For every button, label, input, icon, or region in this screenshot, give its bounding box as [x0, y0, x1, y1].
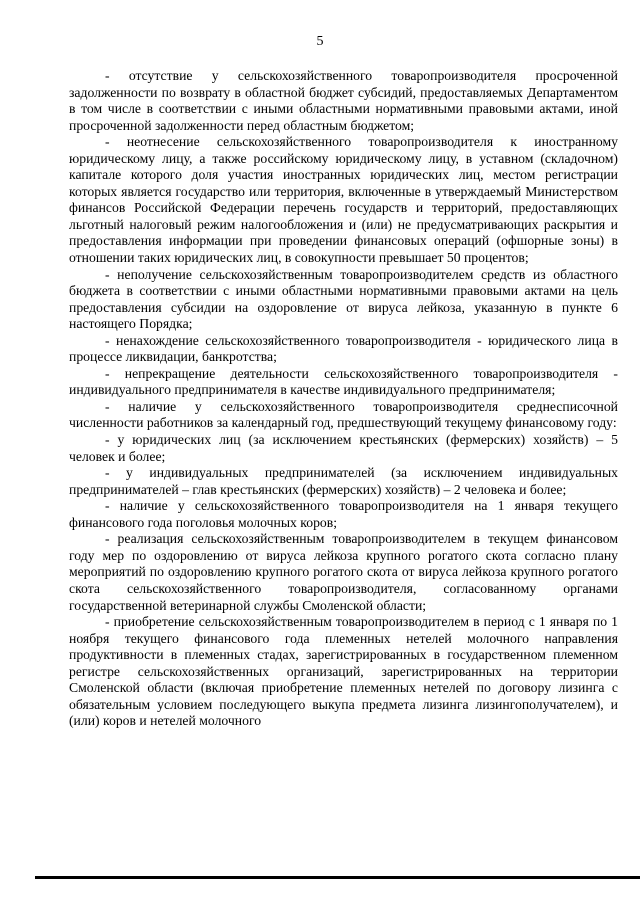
paragraph: - реализация сельскохозяйственным товаропроизводителем в текущем финансовом году мер по оздоровлению от вируса лейкоза крупного рогатого скота согласно плану мероприятий по оздоровлению крупного рогатого скота от вируса лейкоза крупного рогатого скота сельскохозяйственного товаропроизводителя, согласованному органами государственной ветеринарной службы Смоленской области;	[69, 531, 618, 613]
document-body	[69, 68, 618, 730]
paragraph: - ненахождение сельскохозяйственного товаропроизводителя - юридического лица в процессе ликвидации, банкротства;	[69, 332, 618, 365]
paragraph: - наличие у сельскохозяйственного товаропроизводителя на 1 января текущего финансового года поголовья молочных коров;	[69, 498, 618, 530]
paragraph: - непрекращение деятельности сельскохозяйственного товаропроизводителя - индивидуального предпринимателя в качестве индивидуального предпринимателя;	[69, 365, 618, 398]
paragraph: - неотнесение сельскохозяйственного товаропроизводителя к иностранному юридическому лицу, а также российскому юридическому лицу, в уставном (складочном) капитале которого доля участия иностранных юридических лиц, местом регистрации которых является государство или территория, включенные в утверждаемый Министерством финансов Российской Федерации перечень государств и территорий, предоставляющих льготный налоговый режим налогообложения и (или) не предусматривающих раскрытия и предоставления информации при проведении финансовых операций (офшорные зоны) в отношении таких юридических лиц, в совокупности превышает 50 процентов;	[69, 134, 618, 266]
paragraph: - приобретение сельскохозяйственным товаропроизводителем в период с 1 января по 1 ноября текущего финансового года племенных нетелей молочного направления продуктивности в племенных стадах, зарегистрированных в государственном племенном регистре сельскохозяйственных организаций, зарегистрированных на территории Смоленской области (включая приобретение племенных нетелей по договору лизинга с обязательным условием последующего выкупа предмета лизинга лизингополучателем), и (или) коров и нетелей молочного	[69, 614, 618, 729]
paragraph: - отсутствие у сельскохозяйственного товаропроизводителя просроченной задолженности по возврату в областной бюджет субсидий, предоставляемых Департаментом в том числе в соответствии с иными областными нормативными правовыми актами, иной просроченной задолженности перед областным бюджетом;	[69, 68, 618, 133]
paragraph: - у индивидуальных предпринимателей (за исключением индивидуальных предпринимателей – глав крестьянских (фермерских) хозяйств) – 2 человека и более;	[69, 465, 618, 497]
paragraph: - неполучение сельскохозяйственным товаропроизводителем средств из областного бюджета в соответствии с иными областными нормативными правовыми актами на цель предоставления субсидии на оздоровление от вируса лейкоза, указанную в пункте 6 настоящего Порядка;	[69, 266, 618, 332]
paragraph: - у юридических лиц (за исключением крестьянских (фермерских) хозяйств) – 5 человек и более;	[69, 432, 618, 464]
page-number: 5	[316, 34, 324, 49]
paragraph: - наличие у сельскохозяйственного товаропроизводителя среднесписочной численности работников за календарный год, предшествующий текущему финансовому году:	[69, 398, 618, 431]
bottom-rule	[35, 876, 640, 879]
